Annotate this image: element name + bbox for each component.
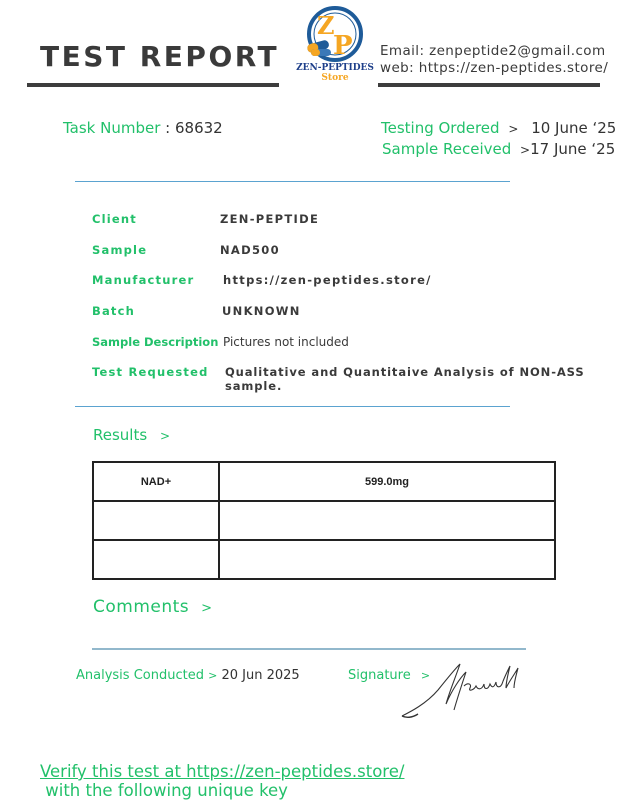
verify-rest: with the following unique key <box>40 781 288 800</box>
page-title: TEST REPORT <box>40 40 280 73</box>
divider-middle <box>75 406 510 407</box>
sample-received-arrow: > <box>520 143 531 157</box>
signature-arrow: > <box>420 669 431 682</box>
table-row <box>93 540 555 579</box>
compound-cell: NAD+ <box>93 462 219 501</box>
sample-received-row <box>382 139 616 160</box>
amount-cell: 599.0mg <box>219 462 555 501</box>
comments-arrow: > <box>201 601 213 616</box>
zen-peptides-logo-icon <box>295 4 375 84</box>
test-requested-value: Qualitative and Quantitaive Analysis of NON-ASS sample. <box>225 365 585 393</box>
signature-label: Signature <box>348 668 411 683</box>
signature-image <box>398 660 528 722</box>
svg-text:P: P <box>333 31 353 61</box>
dates-block <box>381 118 616 160</box>
logo-brand-line1: ZEN-PEPTIDES <box>296 63 374 73</box>
batch-value: UNKNOWN <box>222 304 301 318</box>
svg-text:Z: Z <box>317 11 335 40</box>
contact-underline <box>378 83 600 87</box>
manufacturer-value: https://zen-peptides.store/ <box>223 273 432 287</box>
divider-bottom <box>92 648 526 650</box>
comments-label: Comments <box>93 597 190 617</box>
manufacturer-label: Manufacturer <box>92 273 195 287</box>
task-number-separator: : <box>160 119 175 137</box>
logo <box>295 4 375 84</box>
email-text: Email: zenpeptide2@gmail.com <box>380 43 606 59</box>
table-row <box>93 501 555 540</box>
amount-cell <box>219 501 555 540</box>
title-underline <box>27 83 279 87</box>
test-requested-label: Test Requested <box>92 365 209 379</box>
sample-description-label: Sample Description <box>92 335 219 349</box>
compound-cell <box>93 540 219 579</box>
client-value: ZEN-PEPTIDE <box>220 212 320 226</box>
contact-info <box>380 43 608 77</box>
results-label: Results <box>93 426 148 444</box>
analysis-conducted-label: Analysis Conducted <box>76 668 204 683</box>
batch-label: Batch <box>92 304 136 318</box>
sample-value: NAD500 <box>220 243 280 257</box>
sample-received-label: Sample Received <box>382 140 512 158</box>
results-arrow: > <box>159 429 171 443</box>
amount-cell <box>219 540 555 579</box>
compound-cell <box>93 501 219 540</box>
verify-text <box>40 762 618 800</box>
task-number-value: 68632 <box>175 119 223 137</box>
results-table <box>92 461 556 580</box>
analysis-conducted <box>76 668 300 683</box>
testing-ordered-value: 10 June ‘25 <box>531 119 617 137</box>
testing-ordered-row <box>381 118 616 139</box>
web-text: web: https://zen-peptides.store/ <box>380 60 609 76</box>
client-label: Client <box>92 212 138 226</box>
task-number-label: Task Number <box>63 119 161 137</box>
verify-link[interactable]: Verify this test at https://zen-peptides.store/ <box>40 762 405 781</box>
sample-description-value: Pictures not included <box>223 335 349 349</box>
sample-received-value: 17 June ‘25 <box>530 140 616 158</box>
sample-label: Sample <box>92 243 148 257</box>
results-heading <box>93 426 170 444</box>
task-number <box>63 119 223 137</box>
comments-heading <box>93 597 212 617</box>
testing-ordered-arrow: > <box>508 122 519 136</box>
divider-top <box>75 181 510 182</box>
logo-brand-line2: Store <box>321 73 349 83</box>
testing-ordered-label: Testing Ordered <box>381 119 500 137</box>
table-row <box>93 462 555 501</box>
analysis-conducted-arrow: > <box>208 669 218 682</box>
analysis-conducted-date: 20 Jun 2025 <box>221 668 300 683</box>
